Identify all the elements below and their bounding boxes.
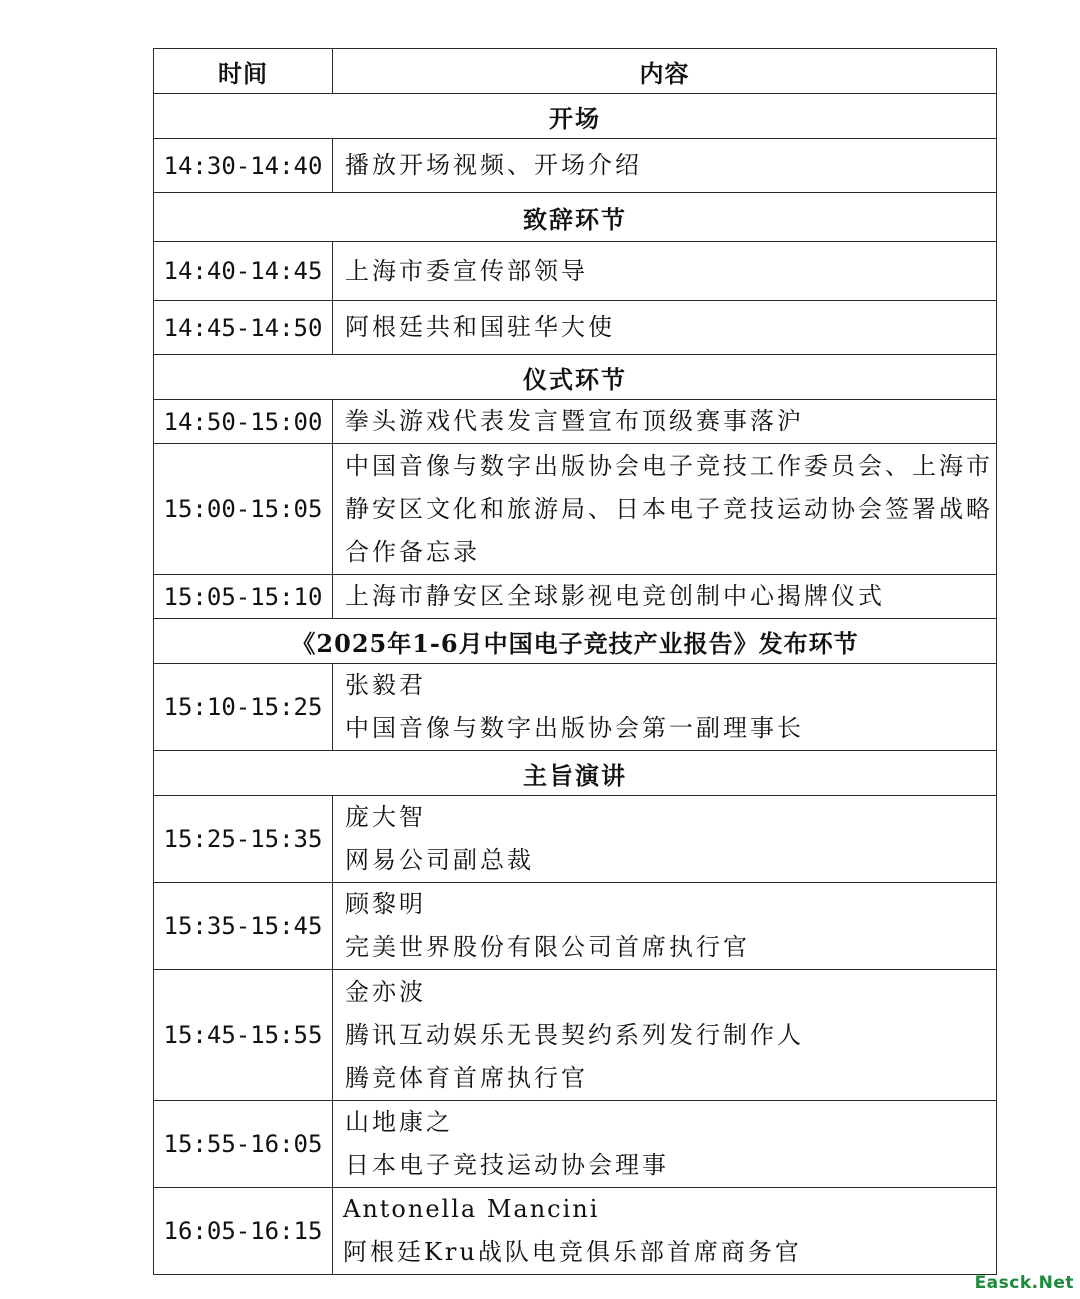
header-content: 内容 xyxy=(333,49,997,94)
content-line: 腾讯互动娱乐无畏契约系列发行制作人 xyxy=(345,1020,804,1049)
content-cell xyxy=(333,301,997,355)
table-row xyxy=(154,444,997,575)
content-line: 中国音像与数字出版协会电子竞技工作委员会、上海市 xyxy=(345,451,993,480)
content-line: 中国音像与数字出版协会第一副理事长 xyxy=(345,714,804,742)
section-row xyxy=(154,94,997,139)
table-row xyxy=(154,575,997,619)
time-cell: 15:25-15:35 xyxy=(154,796,333,883)
content-line: 合作备忘录 xyxy=(345,537,480,566)
time-cell: 15:45-15:55 xyxy=(154,970,333,1101)
time-cell: 15:00-15:05 xyxy=(154,444,333,575)
content-line: 静安区文化和旅游局、日本电子竞技运动协会签署战略 xyxy=(345,494,993,523)
content-line: 阿根廷Kru战队电竞俱乐部首席商务官 xyxy=(343,1238,802,1266)
content-cell xyxy=(333,139,997,193)
content-line: Antonella Mancini xyxy=(343,1195,600,1223)
content-cell xyxy=(333,664,997,751)
table-row xyxy=(154,883,997,970)
section-title: 主旨演讲 xyxy=(154,751,997,796)
content-cell xyxy=(333,400,997,444)
content-line: 腾竞体育首席执行官 xyxy=(345,1063,588,1092)
section-title: 仪式环节 xyxy=(154,355,997,400)
content-line: 阿根廷共和国驻华大使 xyxy=(345,313,615,341)
table-row xyxy=(154,242,997,301)
content-cell xyxy=(333,883,997,970)
content-cell xyxy=(333,796,997,883)
table-row xyxy=(154,400,997,444)
section-title: 致辞环节 xyxy=(154,193,997,242)
time-cell: 15:55-16:05 xyxy=(154,1101,333,1188)
content-cell xyxy=(333,1188,997,1275)
time-cell: 14:45-14:50 xyxy=(154,301,333,355)
table-row xyxy=(154,664,997,751)
time-cell: 15:35-15:45 xyxy=(154,883,333,970)
content-line: 顾黎明 xyxy=(345,890,426,918)
time-cell: 16:05-16:15 xyxy=(154,1188,333,1275)
time-cell: 15:05-15:10 xyxy=(154,575,333,619)
content-cell xyxy=(333,970,997,1101)
content-line: 网易公司副总裁 xyxy=(345,846,534,874)
table-row xyxy=(154,139,997,193)
watermark-text: Easck.Net xyxy=(974,1273,1074,1293)
table-row xyxy=(154,970,997,1101)
section-row xyxy=(154,355,997,400)
table-row xyxy=(154,1188,997,1275)
content-cell xyxy=(333,242,997,301)
schedule-table xyxy=(153,48,997,1275)
content-line: 播放开场视频、开场介绍 xyxy=(345,151,642,179)
content-line: 完美世界股份有限公司首席执行官 xyxy=(345,933,750,961)
table-row xyxy=(154,301,997,355)
content-line: 拳头游戏代表发言暨宣布顶级赛事落沪 xyxy=(345,407,804,435)
header-time: 时间 xyxy=(154,49,333,94)
section-row xyxy=(154,751,997,796)
content-line: 金亦波 xyxy=(345,977,426,1006)
content-cell xyxy=(333,444,997,575)
content-line: 上海市委宣传部领导 xyxy=(345,256,588,285)
time-cell: 15:10-15:25 xyxy=(154,664,333,751)
table-header-row xyxy=(154,49,997,94)
section-row xyxy=(154,619,997,664)
table-row xyxy=(154,1101,997,1188)
content-cell xyxy=(333,1101,997,1188)
time-cell: 14:40-14:45 xyxy=(154,242,333,301)
content-line: 上海市静安区全球影视电竞创制中心揭牌仪式 xyxy=(345,582,885,610)
table-row xyxy=(154,796,997,883)
content-line: 庞大智 xyxy=(345,803,426,831)
section-row xyxy=(154,193,997,242)
section-title: 开场 xyxy=(154,94,997,139)
time-cell: 14:30-14:40 xyxy=(154,139,333,193)
time-cell: 14:50-15:00 xyxy=(154,400,333,444)
section-title: 《2025年1-6月中国电子竞技产业报告》发布环节 xyxy=(154,619,997,664)
content-line: 日本电子竞技运动协会理事 xyxy=(345,1151,669,1179)
content-line: 山地康之 xyxy=(345,1108,453,1136)
content-line: 张毅君 xyxy=(345,671,426,699)
content-cell xyxy=(333,575,997,619)
